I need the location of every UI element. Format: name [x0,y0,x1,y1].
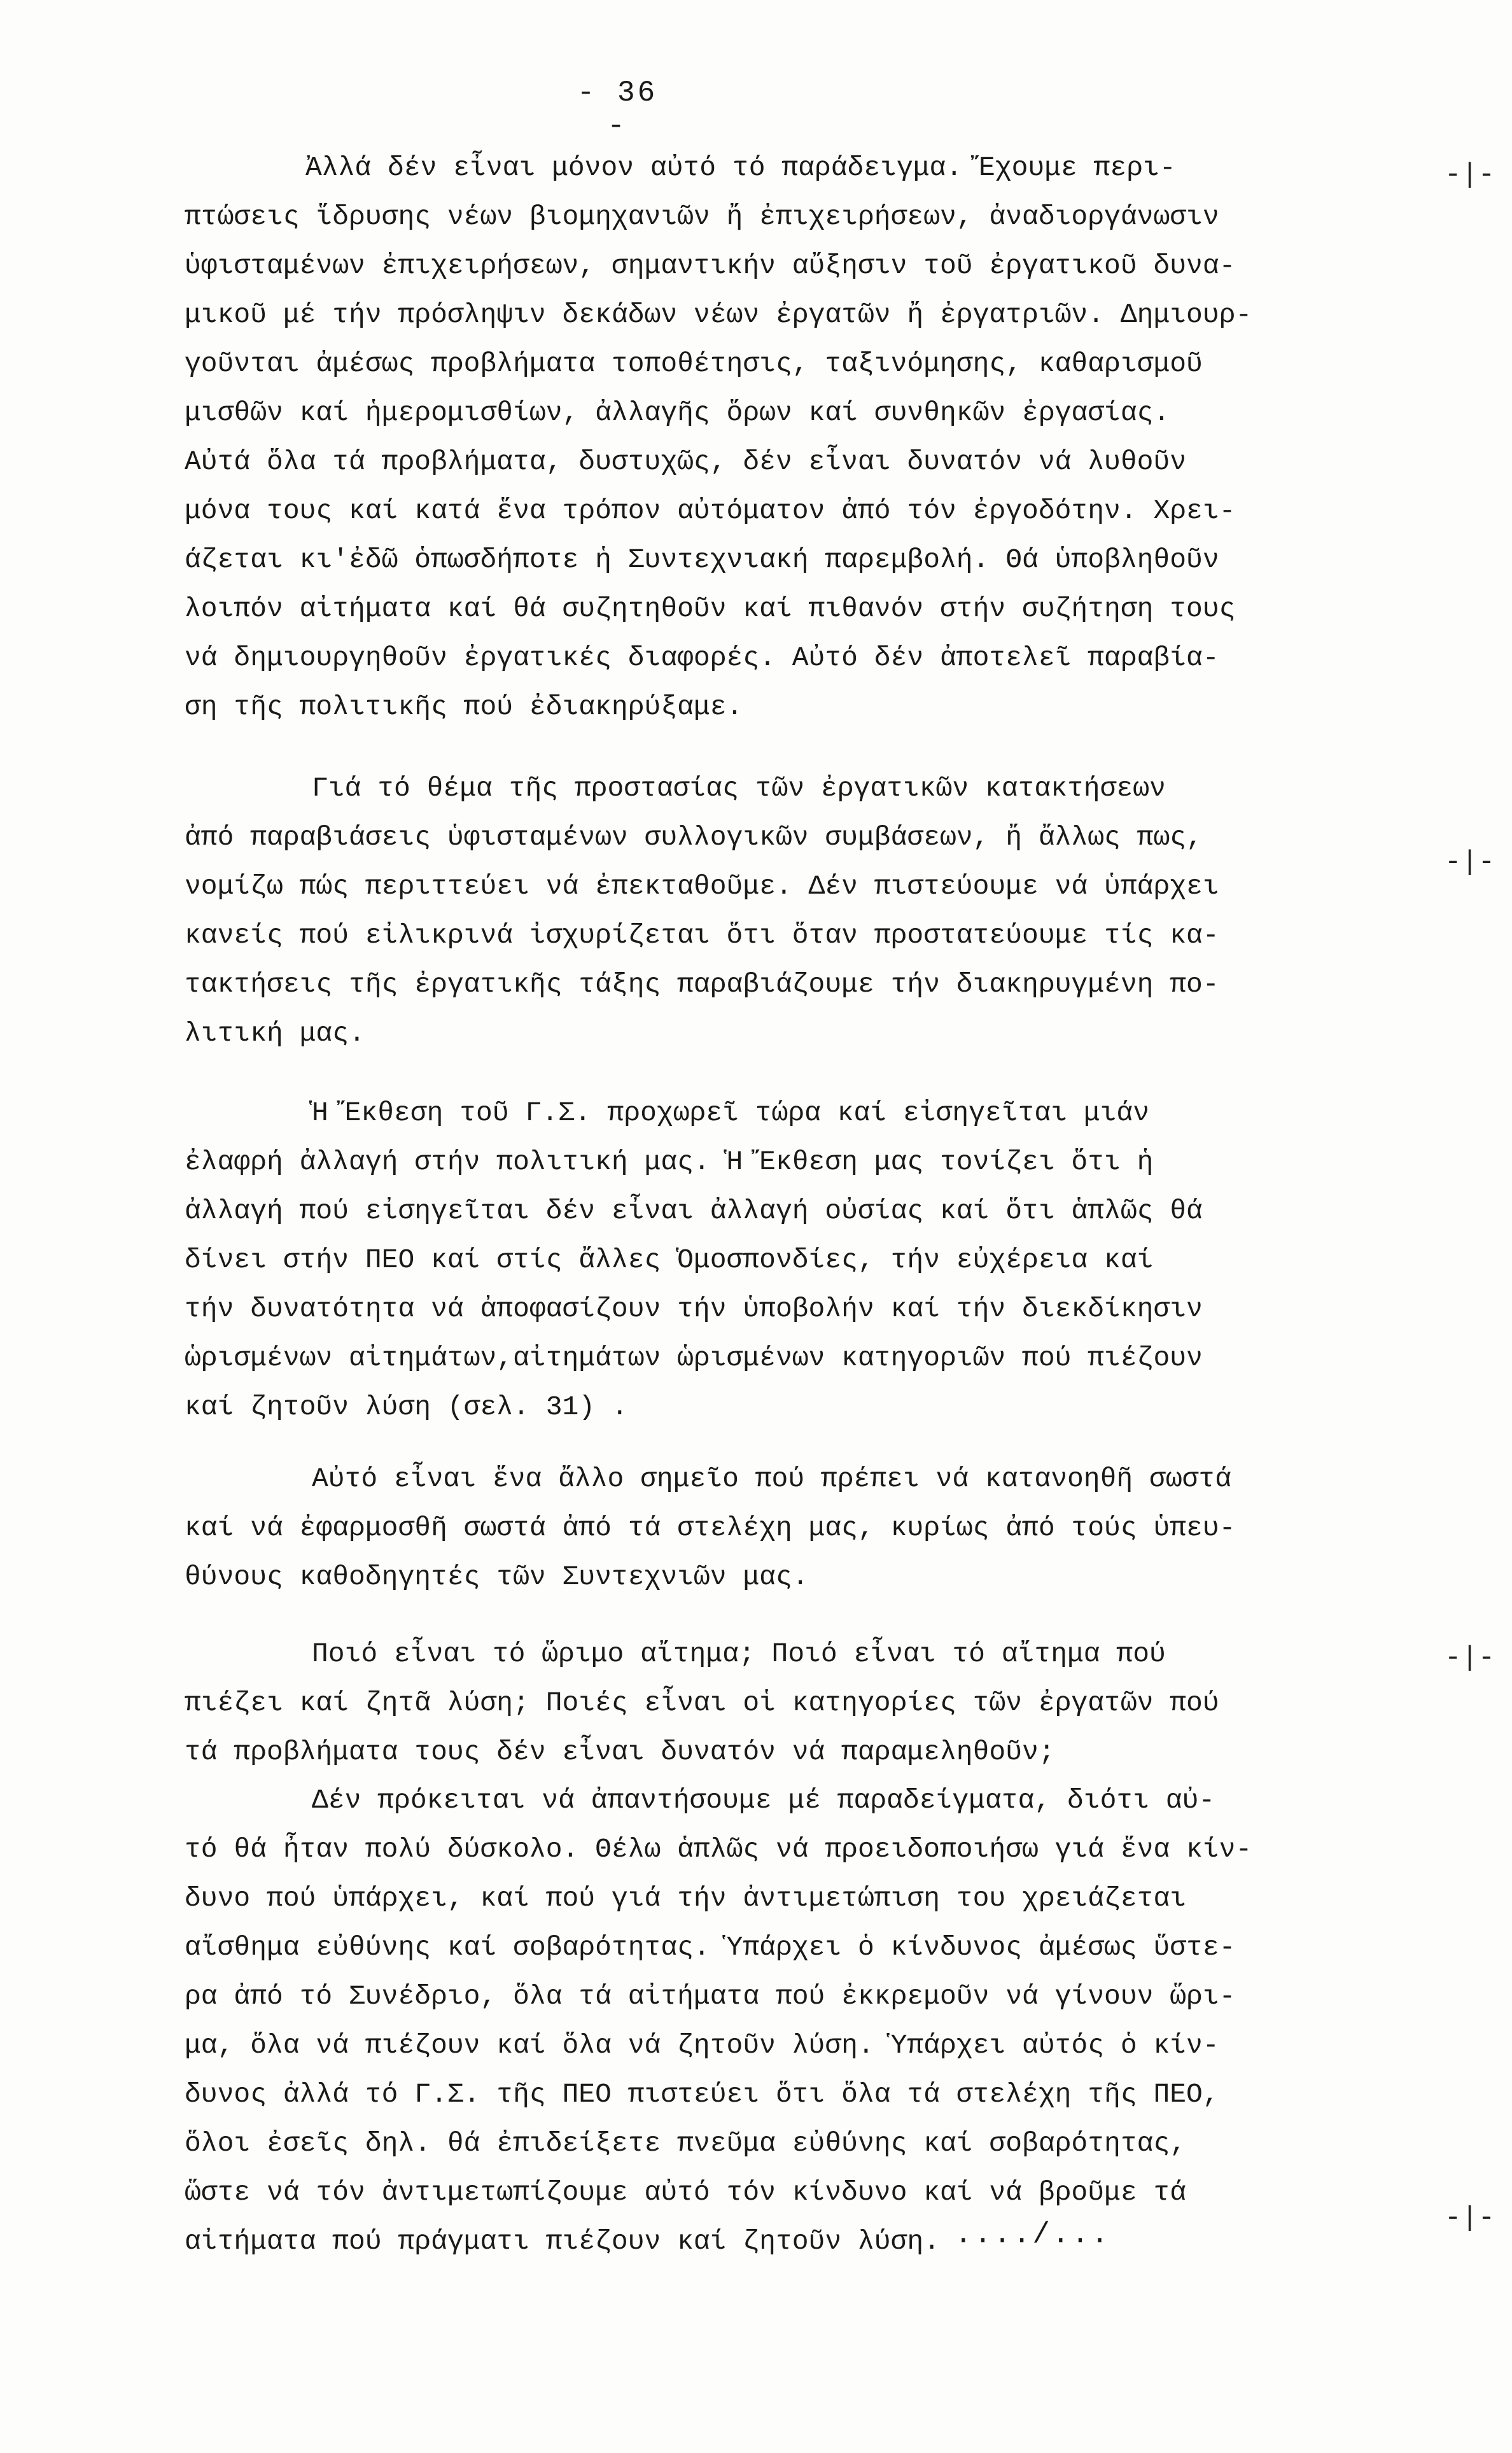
text-line: ρα ἀπό τό Συνέδριο, ὅλα τά αἰτήματα πού ἐκκρεμοῦν νά γίνουν ὥρι- [185,1981,1236,2012]
text-line: ὅλοι ἐσεῖς δηλ. θά ἐπιδείξετε πνεῦμα εὐθύνης καί σοβαρότητας, [185,2128,1187,2159]
text-line: ἀπό παραβιάσεις ὑφισταμένων συλλογικῶν συμβάσεων, ἤ ἄλλως πως, [185,822,1203,853]
paragraph-1 [185,143,1305,731]
text-line: αἰτήματα πού πράγματι πιέζουν καί ζητοῦν λύση. [185,2226,940,2257]
text-line: Αὐτό εἶναι ἕνα ἄλλο σημεῖο πού πρέπει νά κατανοηθῆ σωστά [312,1463,1232,1494]
text-line: Δέν πρόκειται νά ἀπαντήσουμε μέ παραδείγματα, διότι αὐ- [312,1785,1215,1816]
text-line: Ἡ Ἔκθεση τοῦ Γ.Σ. προχωρεῖ τώρα καί εἰσηγεῖται μιάν [312,1097,1150,1128]
text-line: τήν δυνατότητα νά ἀποφασίζουν τήν ὑποβολήν καί τήν διεκδίκησιν [185,1293,1203,1325]
text-line: ση τῆς πολιτικῆς πού ἐδιακηρύξαμε. [185,691,743,722]
margin-mark: -|- [1445,847,1495,878]
text-line: ὡρισμένων αἰτημάτων,αἰτημάτων ὡρισμένων κατηγοριῶν πού πιέζουν [185,1342,1203,1374]
text-line: κανείς πού εἰλικρινά ἰσχυρίζεται ὅτι ὅταν προστατεύουμε τίς κα- [185,920,1219,951]
text-line: άζεται κι'ἐδῶ ὁπωσδήποτε ἡ Συντεχνιακή παρεμβολή. Θά ὑποβληθοῦν [185,544,1219,575]
margin-mark: -|- [1445,1642,1495,1674]
text-line: μικοῦ μέ τήν πρόσληψιν δεκάδων νέων ἐργατῶν ἤ ἐργατριῶν. Δημιουρ- [185,299,1252,330]
text-line: ἀλλαγή πού εἰσηγεῖται δέν εἶναι ἀλλαγή οὐσίας καί ὅτι ἁπλῶς θά [185,1195,1203,1226]
text-line: Ἀλλά δέν εἶναι μόνον αὐτό τό παράδειγμα. Ἔχουμε περι- [305,152,1176,183]
text-line: ὥστε νά τόν ἀντιμετωπίζουμε αὐτό τόν κίνδυνο καί νά βροῦμε τά [185,2177,1187,2208]
paragraph-5 [185,1629,1305,1776]
text-line: Αὐτά ὅλα τά προβλήματα, δυστυχῶς, δέν εἶναι δυνατόν νά λυθοῦν [185,446,1187,477]
text-line: θύνους καθοδηγητές τῶν Συντεχνιῶν μας. [185,1561,809,1592]
text-line: λιτική μας. [185,1018,365,1049]
text-line: νομίζω πώς περιττεύει νά ἐπεκταθοῦμε. Δέν πιστεύουμε νά ὑπάρχει [185,871,1219,902]
text-line: γοῦνται ἀμέσως προβλήματα τοποθέτησις, ταξινόμησης, καθαρισμοῦ [185,348,1203,379]
page-number: - 36 - [577,76,658,143]
text-line: ὑφισταμένων ἐπιχειρήσεων, σημαντικήν αὔξησιν τοῦ ἐργατικοῦ δυνα- [185,250,1236,281]
text-line: δυνο πού ὑπάρχει, καί πού γιά τήν ἀντιμετώπιση του χρειάζεται [185,1883,1187,1914]
text-line: καί ζητοῦν λύση (σελ. 31) . [185,1391,628,1423]
text-line: τακτήσεις τῆς ἐργατικῆς τάξης παραβιάζουμε τήν διακηρυγμένη πο- [185,969,1219,1000]
paragraph-2 [185,764,1305,1058]
text-line: μα, ὅλα νά πιέζουν καί ὅλα νά ζητοῦν λύση. Ὑπάρχει αὐτός ὁ κίν- [185,2030,1219,2061]
text-line: τό θά ἦταν πολύ δύσκολο. Θέλω ἁπλῶς νά προειδοποιήσω γιά ἕνα κίν- [185,1834,1252,1865]
text-line: λοιπόν αἰτήματα καί θά συζητηθοῦν καί πιθανόν στήν συζήτηση τους [185,593,1236,624]
text-line: μισθῶν καί ἡμερομισθίων, ἀλλαγῆς ὅρων καί συνθηκῶν ἐργασίας. [185,397,1170,428]
text-line: αἴσθημα εὐθύνης καί σοβαρότητας. Ὑπάρχει ὁ κίνδυνος ἀμέσως ὕστε- [185,1932,1236,1963]
text-line: μόνα τους καί κατά ἕνα τρόπον αὐτόματον ἀπό τόν ἐργοδότην. Χρει- [185,495,1236,526]
text-line: νά δημιουργηθοῦν ἐργατικές διαφορές. Αὐτό δέν ἀποτελεῖ παραβία- [185,642,1219,673]
text-line: πιέζει καί ζητᾶ λύση; Ποιές εἶναι οἱ κατηγορίες τῶν ἐργατῶν πού [185,1687,1219,1719]
paragraph-6 [185,1776,1305,2266]
text-line: τά προβλήματα τους δέν εἶναι δυνατόν νά παραμεληθοῦν; [185,1736,1055,1768]
text-line: Ποιό εἶναι τό ὥριμο αἴτημα; Ποιό εἶναι τό αἴτημα πού [312,1638,1166,1669]
text-line: Γιά τό θέμα τῆς προστασίας τῶν ἐργατικῶν κατακτήσεων [312,773,1166,804]
text-line: δυνος ἀλλά τό Γ.Σ. τῆς ΠΕΟ πιστεύει ὅτι ὅλα τά στελέχη τῆς ΠΕΟ, [185,2079,1219,2110]
margin-mark: -|- [1445,159,1495,191]
text-line: δίνει στήν ΠΕΟ καί στίς ἄλλες Ὁμοσπονδίες, τήν εὐχέρεια καί [185,1244,1154,1276]
margin-mark: -|- [1445,2202,1495,2234]
text-line: πτώσεις ἵδρυσης νέων βιομηχανιῶν ἤ ἐπιχειρήσεων, ἀναδιοργάνωσιν [185,201,1219,232]
paragraph-4 [185,1454,1305,1601]
continuation-marker: ..../... [955,2218,1110,2251]
text-line: καί νά ἐφαρμοσθῆ σωστά ἀπό τά στελέχη μας, κυρίως ἀπό τούς ὑπευ- [185,1512,1236,1543]
paragraph-3 [185,1088,1305,1431]
text-line: ἐλαφρή ἀλλαγή στήν πολιτική μας. Ἡ Ἔκθεση μας τονίζει ὅτι ἡ [185,1146,1154,1177]
